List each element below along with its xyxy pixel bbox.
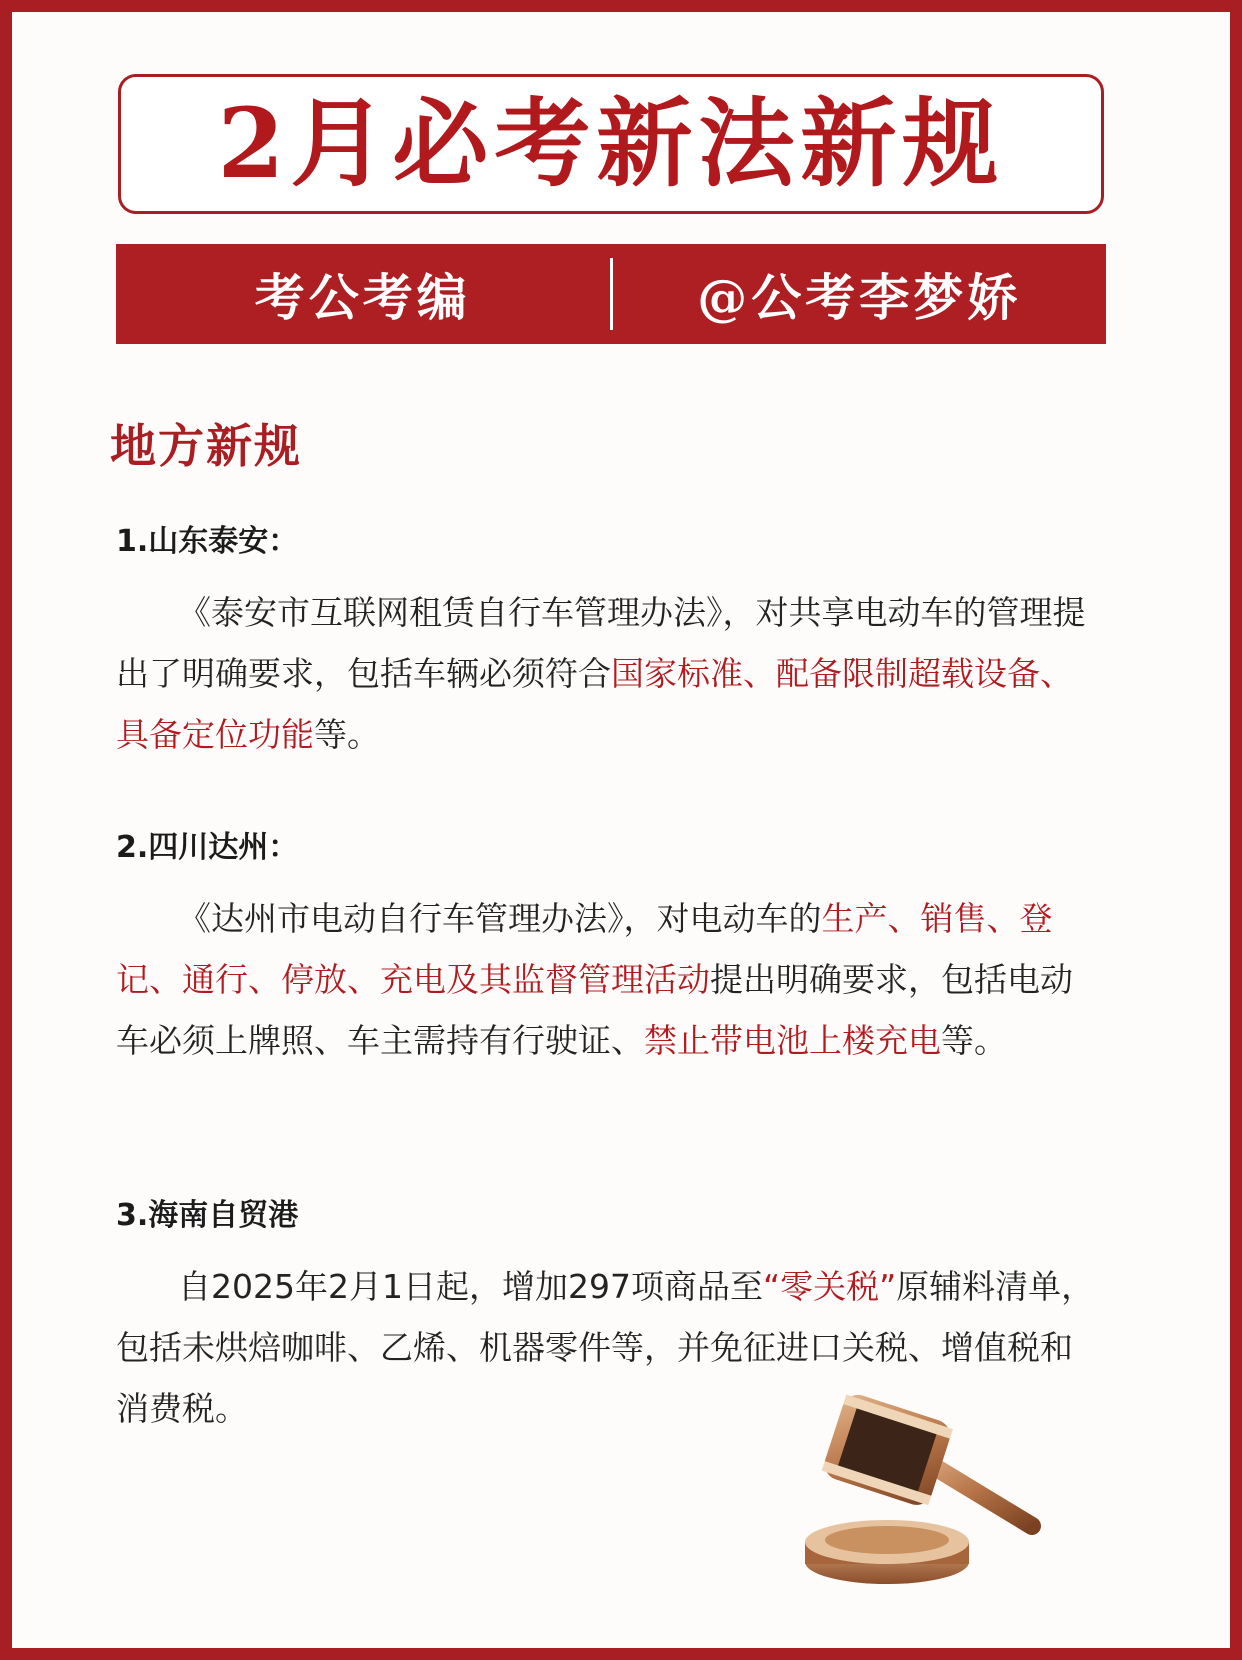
highlight-text: “零关税” (762, 1267, 897, 1306)
body-text: 《达州市电动自行车管理办法》，对电动车的 (178, 899, 822, 938)
regulation-item (116, 516, 1096, 765)
item-heading: 2.四川达州： (116, 830, 299, 865)
author-banner (116, 244, 1106, 344)
body-text: 原辅料清单，包括未烘焙咖啡、乙烯、机器零件等，并免征进口关税、增值税和消费税。 (116, 1267, 1095, 1428)
title-box (118, 74, 1104, 214)
body-text: 等。 (314, 715, 380, 754)
page-title: 2月必考新法新规 (217, 87, 1005, 200)
highlight-text: 生产、销售、登记、通行、停放、充电及其监督管理活动 (116, 899, 1053, 999)
section-title: 地方新规 (110, 419, 302, 473)
item-body (116, 888, 1096, 1071)
banner-author-handle: @公考李梦娇 (697, 268, 1022, 327)
item-heading: 1.山东泰安： (116, 524, 299, 559)
banner-left-label: 考公考编 (254, 268, 471, 327)
highlight-text: 禁止带电池上楼充电 (644, 1021, 941, 1060)
item-heading: 3.海南自贸港 (116, 1198, 299, 1233)
highlight-text: 国家标准、配备限制超载设备、具备定位功能 (116, 654, 1073, 754)
body-text: 自2025年2月1日起，增加297项商品至 (178, 1267, 763, 1306)
body-text: 提出明确要求，包括电动车必须上牌照、车主需持有行驶证、 (116, 960, 1073, 1060)
gavel-icon (792, 1374, 1052, 1604)
regulation-item (116, 822, 1096, 1071)
item-body (116, 582, 1096, 765)
body-text: 《泰安市互联网租赁自行车管理办法》，对共享电动车的管理提出了明确要求，包括车辆必须符合 (116, 593, 1086, 693)
body-text: 等。 (941, 1021, 1007, 1060)
